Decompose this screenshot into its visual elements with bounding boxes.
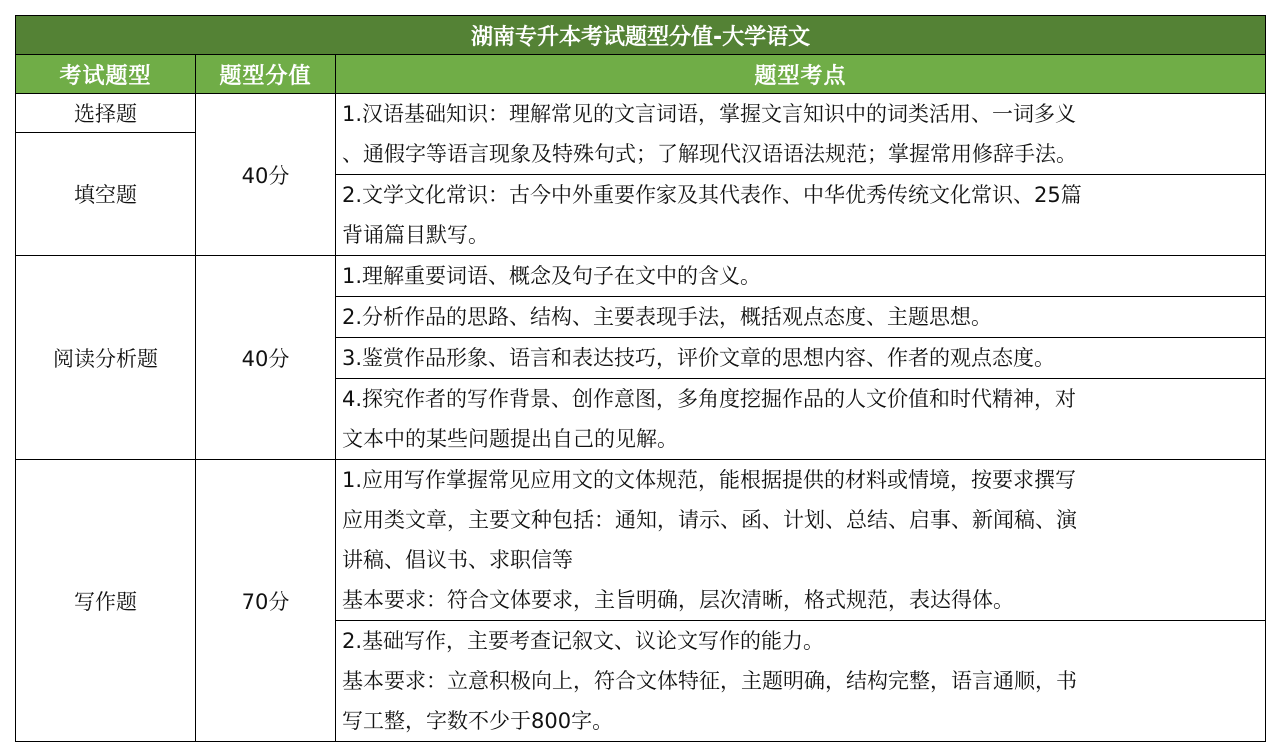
exam-point-cell	[336, 621, 1266, 742]
table-row	[16, 94, 1266, 133]
score-cell: 40分	[196, 94, 336, 256]
exam-point-line: 应用类文章，主要文种包括：通知，请示、函、计划、总结、启事、新闻稿、演	[342, 508, 1077, 532]
table-row	[16, 460, 1266, 621]
exam-point-cell	[336, 94, 1266, 175]
exam-point-line: 讲稿、倡议书、求职信等	[342, 548, 573, 572]
exam-point-line: 基本要求：符合文体要求，主旨明确，层次清晰，格式规范，表达得体。	[342, 588, 1014, 612]
exam-score-table	[15, 15, 1266, 742]
exam-point-cell	[336, 379, 1266, 460]
score-cell: 40分	[196, 256, 336, 460]
exam-point-cell	[336, 338, 1266, 379]
exam-type-cell: 选择题	[16, 94, 196, 133]
exam-point-cell	[336, 297, 1266, 338]
exam-point-line: 3.鉴赏作品形象、语言和表达技巧，评价文章的思想内容、作者的观点态度。	[342, 346, 1056, 370]
exam-point-cell	[336, 460, 1266, 621]
exam-point-line: 文本中的某些问题提出自己的见解。	[342, 427, 678, 451]
table-header-row	[16, 55, 1266, 94]
exam-point-line: 1.汉语基础知识：理解常见的文言词语，掌握文言知识中的词类活用、一词多义	[342, 102, 1077, 126]
exam-type-cell: 填空题	[16, 133, 196, 256]
exam-type-cell: 阅读分析题	[16, 256, 196, 460]
exam-point-line: 、通假字等语言现象及特殊句式；了解现代汉语语法规范；掌握常用修辞手法。	[342, 142, 1077, 166]
table-title-row	[16, 16, 1266, 55]
exam-point-line: 2.分析作品的思路、结构、主要表现手法，概括观点态度、主题思想。	[342, 305, 993, 329]
exam-point-line: 2.文学文化常识：古今中外重要作家及其代表作、中华优秀传统文化常识、25篇	[342, 183, 1082, 207]
exam-point-line: 2.基础写作，主要考查记叙文、议论文写作的能力。	[342, 629, 825, 653]
exam-point-line: 背诵篇目默写。	[342, 223, 489, 247]
exam-type-cell: 写作题	[16, 460, 196, 742]
header-exam-points: 题型考点	[336, 55, 1266, 94]
table-row	[16, 256, 1266, 297]
header-exam-type: 考试题型	[16, 55, 196, 94]
exam-point-line: 1.理解重要词语、概念及句子在文中的含义。	[342, 264, 762, 288]
score-cell: 70分	[196, 460, 336, 742]
table-title: 湖南专升本考试题型分值-大学语文	[16, 16, 1266, 55]
exam-point-cell	[336, 175, 1266, 256]
exam-point-line: 4.探究作者的写作背景、创作意图，多角度挖掘作品的人文价值和时代精神，对	[342, 387, 1077, 411]
exam-point-cell	[336, 256, 1266, 297]
exam-point-line: 写工整，字数不少于800字。	[342, 709, 614, 733]
exam-point-line: 基本要求：立意积极向上，符合文体特征，主题明确，结构完整，语言通顺，书	[342, 669, 1077, 693]
exam-table-container	[15, 15, 1265, 742]
exam-point-line: 1.应用写作掌握常见应用文的文体规范，能根据提供的材料或情境，按要求撰写	[342, 468, 1077, 492]
header-score: 题型分值	[196, 55, 336, 94]
